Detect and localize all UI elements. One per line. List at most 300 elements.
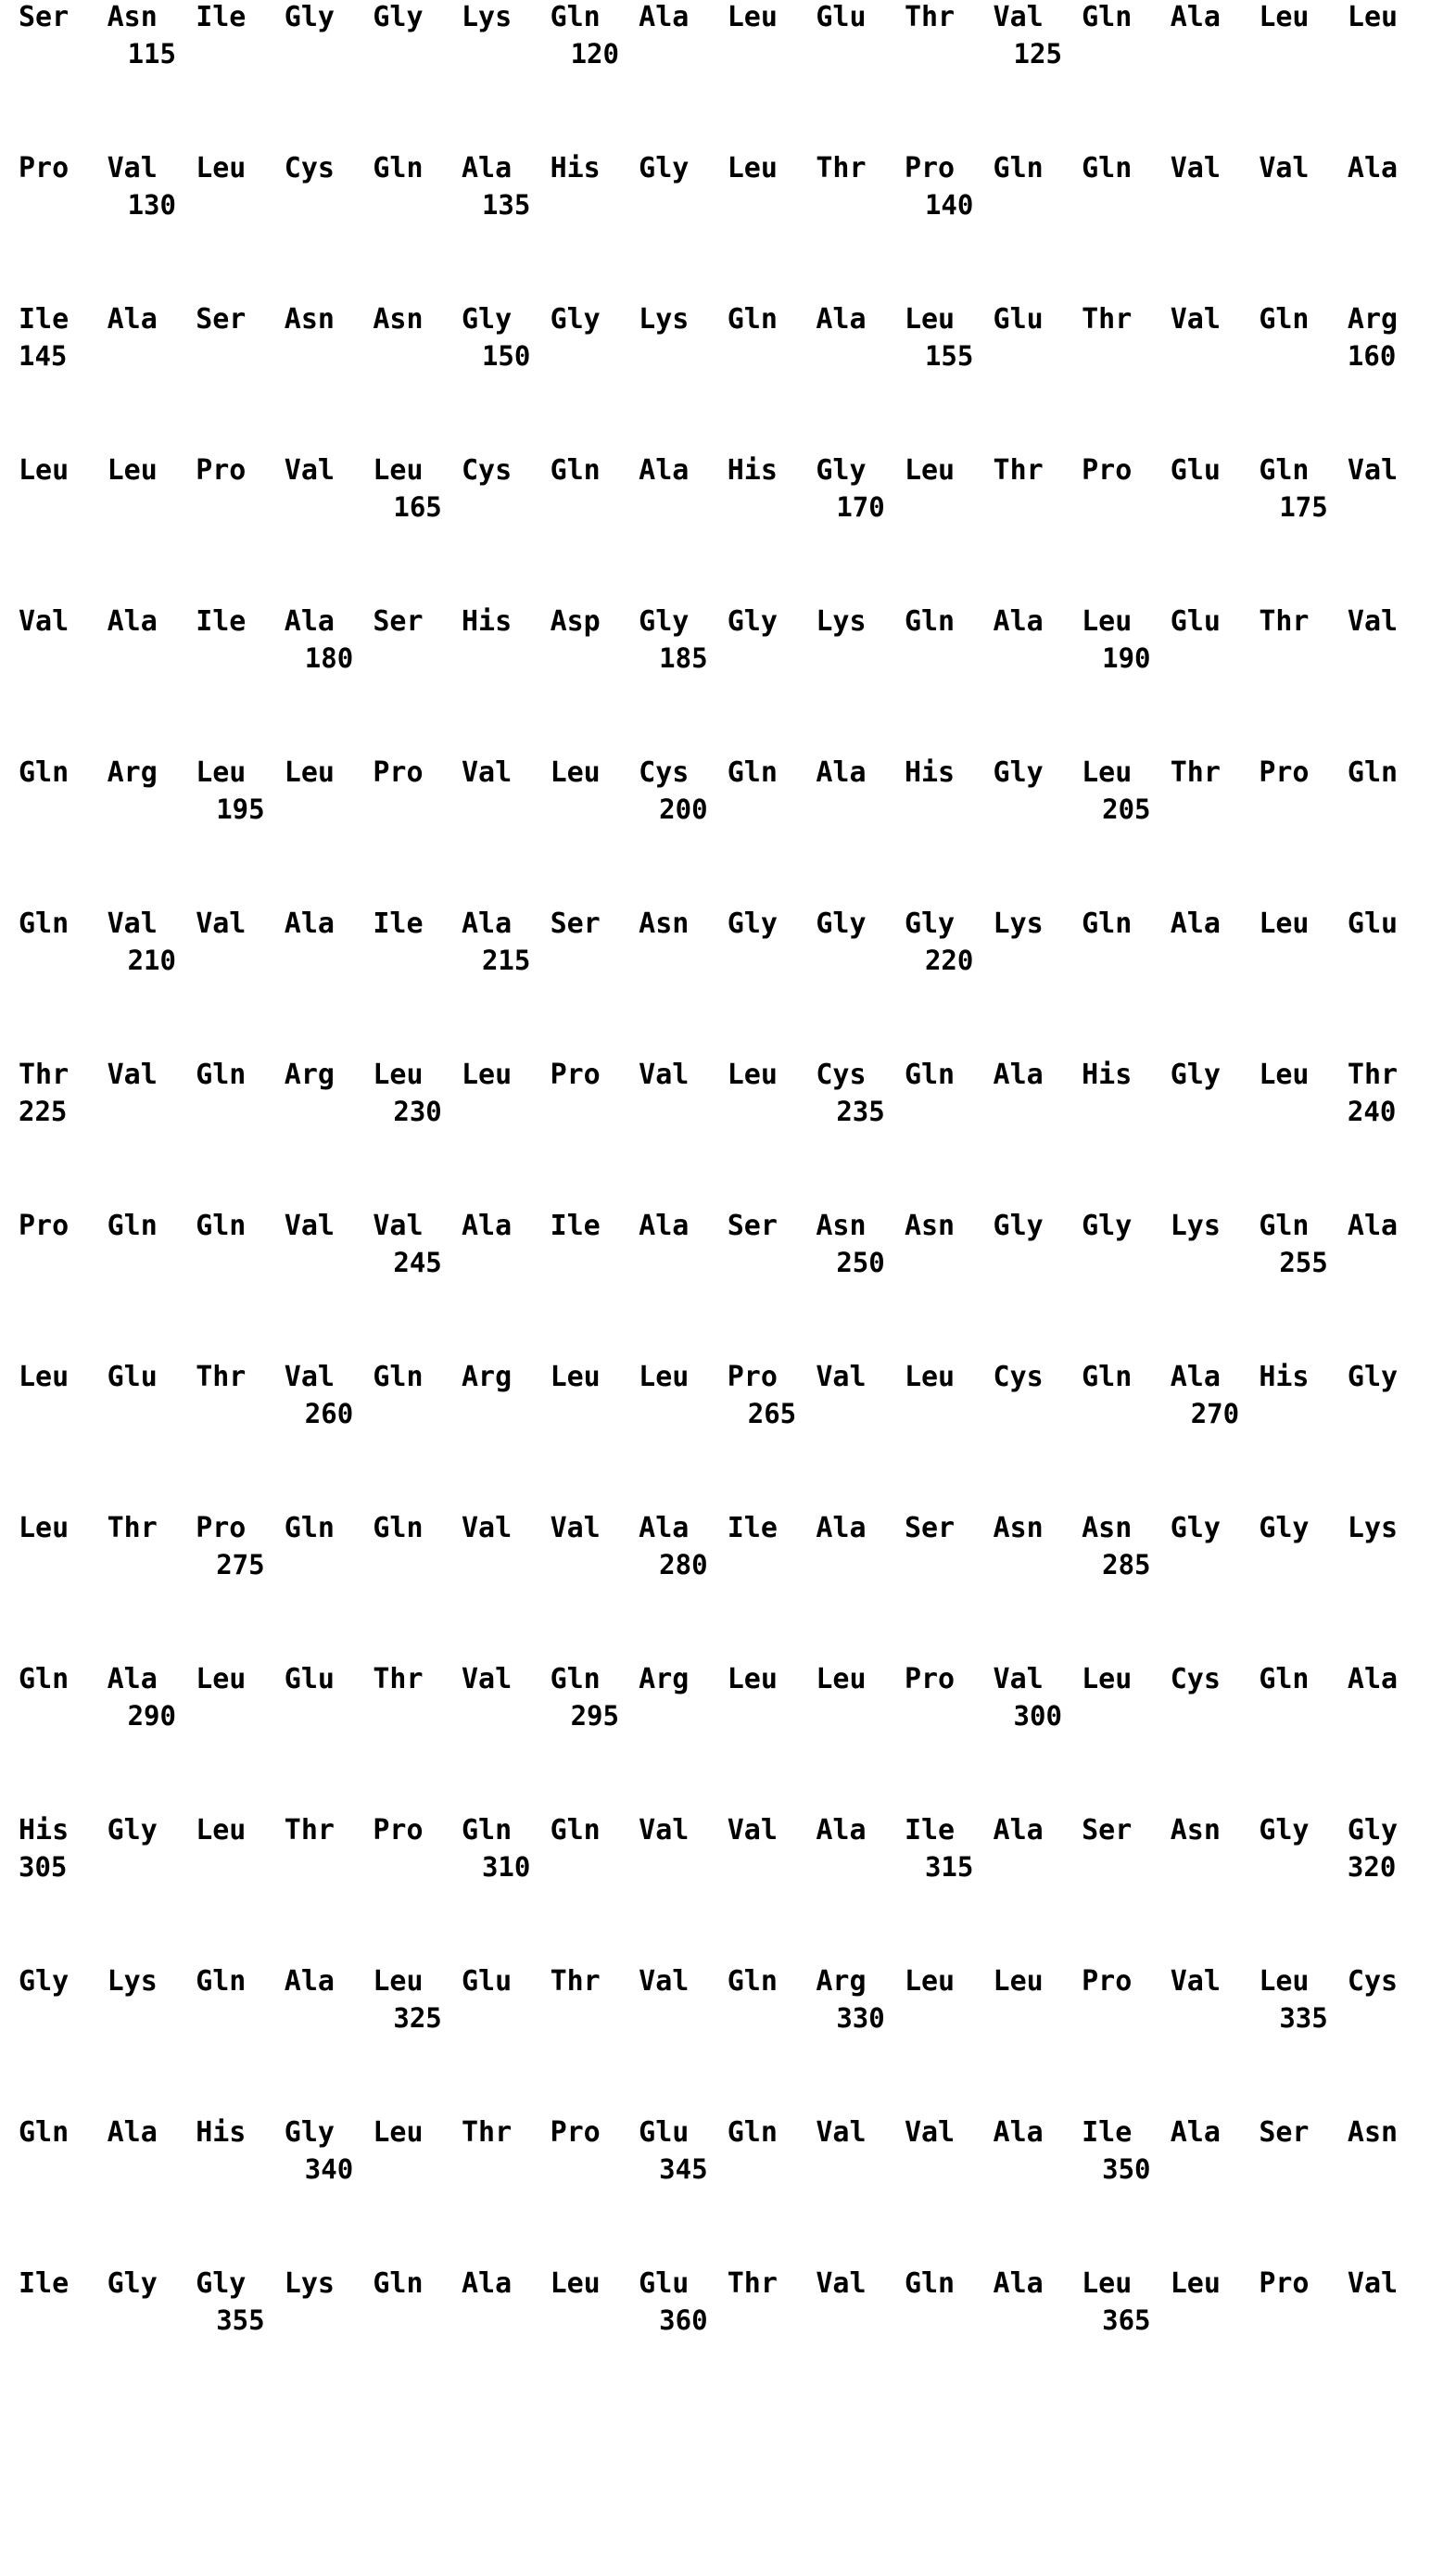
- residue-cell: Gly: [373, 1, 424, 33]
- position-number: [1348, 2302, 1437, 2339]
- position-number: [1171, 1999, 1260, 2037]
- position-number: [285, 1093, 373, 1130]
- position-number: [196, 1395, 285, 1432]
- residue-cell: Ala: [107, 1663, 158, 1695]
- position-number: [19, 942, 108, 979]
- position-number: [19, 186, 108, 223]
- residue-cell: Lys: [1347, 1512, 1399, 1544]
- residue-row: [19, 453, 1437, 489]
- sequence-block: [19, 2266, 1437, 2418]
- position-number: [816, 791, 905, 828]
- position-number: [285, 1999, 373, 2037]
- residue-cell: Leu: [19, 454, 70, 487]
- position-number: [905, 1546, 994, 1583]
- position-number: [728, 942, 817, 979]
- residue-cell: Gly: [639, 605, 690, 638]
- position-number: [108, 1244, 196, 1281]
- position-number: 180: [304, 642, 354, 674]
- residue-cell: Val: [816, 2116, 867, 2149]
- position-number: [728, 186, 817, 223]
- sequence-block: [19, 1662, 1437, 1813]
- position-number: 190: [1102, 642, 1151, 674]
- position-number: 355: [216, 2304, 265, 2336]
- residue-cell: Arg: [816, 1965, 867, 1998]
- residue-cell: Gln: [1082, 1, 1133, 33]
- residue-cell: Ala: [639, 1, 690, 33]
- residue-cell: Glu: [993, 303, 1044, 336]
- position-number: [108, 791, 196, 828]
- residue-cell: Val: [107, 1059, 158, 1091]
- position-number: [728, 1697, 817, 1734]
- residue-cell: Gln: [196, 1059, 247, 1091]
- position-number: [905, 1395, 994, 1432]
- position-number: [196, 1697, 285, 1734]
- residue-cell: Asn: [904, 1210, 956, 1242]
- position-number-row: [19, 1395, 1437, 1432]
- position-number: [462, 1244, 551, 1281]
- position-number: [994, 2151, 1083, 2188]
- residue-cell: Lys: [107, 1965, 158, 1998]
- position-number: [373, 2151, 462, 2188]
- position-number: [728, 35, 817, 72]
- residue-cell: Gln: [373, 152, 424, 184]
- residue-cell: Leu: [727, 1663, 778, 1695]
- residue-cell: Ala: [639, 454, 690, 487]
- position-number: [19, 489, 108, 526]
- residue-cell: Gln: [1259, 454, 1310, 487]
- position-number: [196, 1848, 285, 1885]
- position-number-row: [19, 942, 1437, 979]
- position-number: 255: [1279, 1247, 1328, 1278]
- residue-cell: Asn: [816, 1210, 867, 1242]
- residue-cell: Pro: [196, 1512, 247, 1544]
- position-number-row: [19, 791, 1437, 828]
- position-number: 265: [747, 1398, 797, 1429]
- position-number: 170: [836, 491, 885, 523]
- residue-cell: Ala: [284, 605, 335, 638]
- residue-cell: Gln: [373, 1361, 424, 1393]
- position-number: 365: [1102, 2304, 1151, 2336]
- residue-cell: Leu: [196, 152, 247, 184]
- residue-cell: Leu: [904, 454, 956, 487]
- position-number: [196, 35, 285, 72]
- residue-cell: Val: [993, 1663, 1044, 1695]
- residue-cell: His: [19, 1814, 70, 1847]
- position-number: [1082, 489, 1171, 526]
- residue-cell: Thr: [1347, 1059, 1399, 1091]
- residue-cell: Glu: [639, 2116, 690, 2149]
- position-number: [905, 1093, 994, 1130]
- position-number: [816, 942, 905, 979]
- residue-cell: Pro: [727, 1361, 778, 1393]
- position-number: [728, 489, 817, 526]
- position-number: [994, 640, 1083, 677]
- residue-cell: Ile: [19, 303, 70, 336]
- residue-cell: Leu: [816, 1663, 867, 1695]
- position-number: [108, 1999, 196, 2037]
- residue-cell: Arg: [1347, 303, 1399, 336]
- position-number: [108, 2151, 196, 2188]
- position-number: [285, 1848, 373, 1885]
- residue-cell: Gln: [19, 2116, 70, 2149]
- position-number: [994, 1395, 1083, 1432]
- position-number-row: [19, 1999, 1437, 2037]
- residue-cell: Gly: [284, 1, 335, 33]
- position-number: [639, 1093, 728, 1130]
- residue-cell: Leu: [1347, 1, 1399, 33]
- position-number-row: [19, 35, 1437, 72]
- residue-cell: Ala: [816, 756, 867, 789]
- position-number: [816, 1848, 905, 1885]
- residue-cell: Thr: [19, 1059, 70, 1091]
- residue-cell: Thr: [727, 2267, 778, 2300]
- residue-row: [19, 1360, 1437, 1395]
- position-number: 230: [393, 1096, 442, 1127]
- position-number: [816, 640, 905, 677]
- position-number: 215: [481, 945, 531, 976]
- residue-row: [19, 302, 1437, 337]
- position-number: [285, 1244, 373, 1281]
- position-number: 305: [19, 1851, 68, 1883]
- residue-cell: Gly: [1259, 1512, 1310, 1544]
- residue-cell: Leu: [904, 1361, 956, 1393]
- residue-cell: Ala: [461, 907, 513, 940]
- residue-cell: Leu: [196, 756, 247, 789]
- residue-cell: Thr: [1082, 303, 1133, 336]
- residue-cell: Gly: [19, 1965, 70, 1998]
- position-number: [1259, 1546, 1348, 1583]
- position-number: [728, 640, 817, 677]
- position-number: [462, 640, 551, 677]
- residue-cell: Leu: [1082, 1663, 1133, 1695]
- position-number: [639, 1848, 728, 1885]
- residue-cell: Leu: [1082, 756, 1133, 789]
- position-number: 210: [127, 945, 176, 976]
- position-number: 245: [393, 1247, 442, 1278]
- sequence-block: [19, 1209, 1437, 1360]
- residue-cell: Lys: [284, 2267, 335, 2300]
- residue-cell: Gly: [107, 2267, 158, 2300]
- position-number: [728, 1093, 817, 1130]
- residue-cell: Leu: [727, 152, 778, 184]
- residue-cell: Ala: [284, 907, 335, 940]
- position-number: [905, 35, 994, 72]
- position-number: [1171, 1848, 1260, 1885]
- residue-cell: Ile: [19, 2267, 70, 2300]
- residue-cell: His: [461, 605, 513, 638]
- residue-cell: Ser: [727, 1210, 778, 1242]
- position-number: [1259, 2302, 1348, 2339]
- residue-cell: Glu: [1170, 605, 1221, 638]
- residue-cell: Pro: [904, 1663, 956, 1695]
- position-number-row: [19, 2302, 1437, 2339]
- residue-cell: Cys: [993, 1361, 1044, 1393]
- position-number: 320: [1347, 1851, 1397, 1883]
- sequence-block: [19, 151, 1437, 302]
- residue-cell: Gly: [816, 907, 867, 940]
- residue-cell: Gln: [550, 1, 601, 33]
- sequence-block: [19, 1813, 1437, 1964]
- position-number: 275: [216, 1549, 265, 1580]
- residue-cell: Val: [19, 605, 70, 638]
- position-number: 290: [127, 1700, 176, 1732]
- residue-cell: Cys: [1347, 1965, 1399, 1998]
- residue-cell: Gln: [196, 1965, 247, 1998]
- position-number: [816, 1395, 905, 1432]
- residue-cell: Val: [107, 152, 158, 184]
- sequence-block: [19, 453, 1437, 604]
- position-number: [1171, 1093, 1260, 1130]
- position-number: 135: [481, 189, 531, 221]
- residue-cell: Cys: [461, 454, 513, 487]
- residue-cell: Leu: [284, 756, 335, 789]
- position-number: [285, 35, 373, 72]
- position-number: [639, 1395, 728, 1432]
- residue-cell: Val: [904, 2116, 956, 2149]
- position-number: [196, 489, 285, 526]
- position-number: [462, 1999, 551, 2037]
- residue-cell: Leu: [1259, 1, 1310, 33]
- position-number: [728, 337, 817, 374]
- position-number: [994, 1848, 1083, 1885]
- residue-cell: Leu: [727, 1, 778, 33]
- position-number: [816, 2151, 905, 2188]
- position-number: [108, 1093, 196, 1130]
- residue-cell: Gln: [1082, 907, 1133, 940]
- position-number: [551, 1395, 639, 1432]
- position-number-row: [19, 186, 1437, 223]
- position-number: [285, 489, 373, 526]
- position-number: [462, 1546, 551, 1583]
- position-number: [551, 186, 639, 223]
- residue-cell: Gln: [196, 1210, 247, 1242]
- position-number-row: [19, 1244, 1437, 1281]
- residue-cell: Leu: [107, 454, 158, 487]
- position-number: [816, 186, 905, 223]
- residue-cell: Leu: [373, 454, 424, 487]
- position-number: [196, 337, 285, 374]
- position-number: 155: [924, 340, 974, 372]
- residue-cell: Gly: [816, 454, 867, 487]
- position-number: [994, 186, 1083, 223]
- position-number: [551, 1999, 639, 2037]
- position-number: [639, 1999, 728, 2037]
- position-number: 195: [216, 793, 265, 825]
- position-number: 240: [1347, 1096, 1397, 1127]
- residue-cell: Ile: [196, 1, 247, 33]
- position-number: [19, 1244, 108, 1281]
- position-number: [905, 2151, 994, 2188]
- position-number: [1259, 35, 1348, 72]
- residue-cell: Ile: [1082, 2116, 1133, 2149]
- position-number: [994, 489, 1083, 526]
- position-number: [1259, 1395, 1348, 1432]
- residue-cell: Thr: [107, 1512, 158, 1544]
- position-number: 260: [304, 1398, 354, 1429]
- position-number: [639, 942, 728, 979]
- position-number: [639, 337, 728, 374]
- position-number: [1259, 186, 1348, 223]
- position-number: [108, 1848, 196, 1885]
- position-number: 115: [127, 38, 176, 70]
- residue-cell: Leu: [19, 1512, 70, 1544]
- position-number: [19, 35, 108, 72]
- residue-cell: Val: [1347, 454, 1399, 487]
- position-number: 340: [304, 2153, 354, 2185]
- position-number: [1171, 186, 1260, 223]
- residue-cell: Leu: [639, 1361, 690, 1393]
- residue-cell: Asp: [550, 605, 601, 638]
- residue-cell: Lys: [461, 1, 513, 33]
- residue-cell: Pro: [19, 152, 70, 184]
- position-number: 125: [1013, 38, 1062, 70]
- position-number-row: [19, 640, 1437, 677]
- residue-cell: Leu: [550, 1361, 601, 1393]
- residue-cell: Thr: [373, 1663, 424, 1695]
- position-number-row: [19, 1848, 1437, 1885]
- position-number: [551, 2302, 639, 2339]
- residue-row: [19, 604, 1437, 640]
- residue-cell: Leu: [904, 303, 956, 336]
- residue-row: [19, 1964, 1437, 1999]
- position-number: 325: [393, 2002, 442, 2034]
- residue-cell: Ala: [1347, 1663, 1399, 1695]
- residue-cell: Ala: [1170, 2116, 1221, 2149]
- position-number: [994, 2302, 1083, 2339]
- residue-cell: Ala: [1347, 1210, 1399, 1242]
- residue-cell: Arg: [461, 1361, 513, 1393]
- position-number: [1348, 1697, 1437, 1734]
- residue-cell: Val: [816, 2267, 867, 2300]
- position-number: [1348, 35, 1437, 72]
- position-number: [1171, 35, 1260, 72]
- residue-cell: Leu: [1082, 605, 1133, 638]
- residue-cell: Thr: [550, 1965, 601, 1998]
- sequence-block: [19, 0, 1437, 151]
- residue-cell: Val: [1170, 1965, 1221, 1998]
- residue-cell: Gln: [727, 756, 778, 789]
- position-number: [551, 1093, 639, 1130]
- position-number: [905, 1999, 994, 2037]
- position-number: [373, 791, 462, 828]
- residue-cell: Ile: [373, 907, 424, 940]
- position-number: [1348, 1999, 1437, 2037]
- residue-cell: Gly: [461, 303, 513, 336]
- residue-cell: Thr: [993, 454, 1044, 487]
- position-number: [108, 1395, 196, 1432]
- residue-cell: Val: [1170, 152, 1221, 184]
- residue-cell: Gly: [550, 303, 601, 336]
- residue-cell: Val: [461, 1663, 513, 1695]
- residue-cell: Asn: [107, 1, 158, 33]
- residue-cell: Val: [284, 454, 335, 487]
- position-number: 185: [659, 642, 708, 674]
- residue-cell: Ser: [904, 1512, 956, 1544]
- position-number: [462, 35, 551, 72]
- residue-cell: Gln: [550, 454, 601, 487]
- position-number: [19, 1999, 108, 2037]
- residue-cell: Gln: [727, 2116, 778, 2149]
- position-number: [551, 640, 639, 677]
- residue-cell: Gln: [727, 303, 778, 336]
- residue-cell: Pro: [373, 1814, 424, 1847]
- residue-cell: Gly: [727, 907, 778, 940]
- residue-cell: Val: [1170, 303, 1221, 336]
- position-number: [1348, 186, 1437, 223]
- sequence-block-list: [19, 0, 1437, 2418]
- residue-cell: Ser: [196, 303, 247, 336]
- residue-cell: Ala: [993, 1814, 1044, 1847]
- position-number-row: [19, 1093, 1437, 1130]
- position-number: [728, 1999, 817, 2037]
- residue-cell: Thr: [196, 1361, 247, 1393]
- residue-cell: Ala: [816, 303, 867, 336]
- residue-cell: Gln: [904, 2267, 956, 2300]
- position-number: [905, 1697, 994, 1734]
- position-number: 250: [836, 1247, 885, 1278]
- position-number: [639, 1697, 728, 1734]
- position-number: 130: [127, 189, 176, 221]
- sequence-block: [19, 1360, 1437, 1511]
- residue-cell: Thr: [816, 152, 867, 184]
- position-number: [816, 337, 905, 374]
- position-number: [994, 942, 1083, 979]
- position-number: [285, 186, 373, 223]
- residue-cell: Gln: [373, 2267, 424, 2300]
- position-number: [905, 640, 994, 677]
- position-number: 235: [836, 1096, 885, 1127]
- residue-cell: Gly: [904, 907, 956, 940]
- residue-cell: Ser: [373, 605, 424, 638]
- position-number: [196, 1093, 285, 1130]
- residue-cell: Gln: [107, 1210, 158, 1242]
- residue-cell: Ala: [1170, 907, 1221, 940]
- position-number: 165: [393, 491, 442, 523]
- residue-cell: Ala: [639, 1512, 690, 1544]
- position-number: 315: [924, 1851, 974, 1883]
- residue-cell: Gln: [284, 1512, 335, 1544]
- residue-cell: Gln: [1082, 152, 1133, 184]
- position-number: [196, 942, 285, 979]
- residue-cell: Ala: [284, 1965, 335, 1998]
- position-number: [1348, 791, 1437, 828]
- position-number: [1259, 1093, 1348, 1130]
- residue-cell: Val: [373, 1210, 424, 1242]
- residue-cell: Asn: [373, 303, 424, 336]
- residue-cell: Glu: [461, 1965, 513, 1998]
- residue-cell: Leu: [727, 1059, 778, 1091]
- residue-cell: Ala: [816, 1814, 867, 1847]
- residue-row: [19, 2115, 1437, 2151]
- position-number: [373, 640, 462, 677]
- position-number: [462, 1697, 551, 1734]
- position-number: [1348, 2151, 1437, 2188]
- residue-cell: Thr: [284, 1814, 335, 1847]
- position-number: [994, 1999, 1083, 2037]
- position-number: 160: [1347, 340, 1397, 372]
- position-number: [373, 1848, 462, 1885]
- position-number: [551, 1244, 639, 1281]
- sequence-block: [19, 302, 1437, 453]
- position-number: [551, 1546, 639, 1583]
- position-number: 300: [1013, 1700, 1062, 1732]
- residue-cell: Leu: [1170, 2267, 1221, 2300]
- residue-cell: Glu: [1170, 454, 1221, 487]
- residue-row: [19, 1662, 1437, 1697]
- position-number: [1082, 1093, 1171, 1130]
- residue-cell: Arg: [107, 756, 158, 789]
- residue-cell: Gly: [727, 605, 778, 638]
